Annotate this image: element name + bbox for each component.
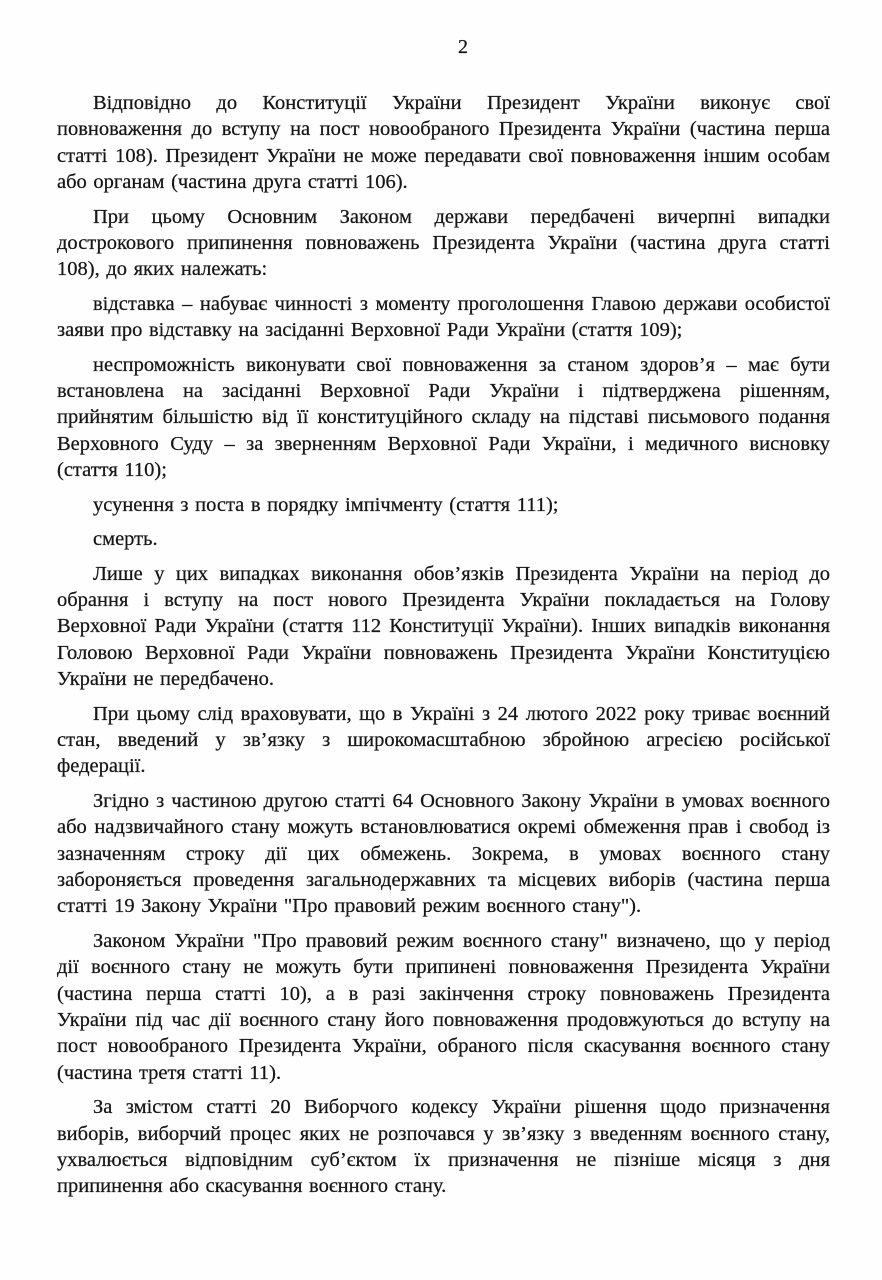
paragraph-martial-law-powers-extension: Законом України "Про правовий режим воєнного стану" визначено, що у період дії воєнного стану не можуть бути припинені повноваження Президента України (частина перша статті 10), а в разі закінчення строку повноважень Президента України під час дії воєнного стану його повноваження продовжуються до вступу на пост новообраного Президента України, обраного після скасування воєнного стану (частина третя статті 11).	[57, 929, 830, 1084]
paragraph-article-64-restrictions: Згідно з частиною другою статті 64 Основного Закону України в умовах воєнного або надзвичайного стану можуть встановлюватися окремі обмеження прав і свобод із зазначенням строку дії цих обмежень. Зокрема, в умовах воєнного стану забороняється проведення загальнодержавних та місцевих виборів (частина перша статті 19 Закону України "Про правовий режим воєнного стану").	[57, 789, 830, 918]
paragraph-electoral-code-article-20: За змістом статті 20 Виборчого кодексу України рішення щодо призначення виборів, виборчий процес яких не розпочався у зв’язку з введенням воєнного стану, ухвалюється відповідним суб’єктом їх призначення не пізніше місяця з дня припинення або скасування воєнного стану.	[57, 1096, 830, 1198]
paragraph-resignation: відставка – набуває чинності з моменту проголошення Главою держави особистої заяви про відставку на засіданні Верховної Ради України (стаття 109);	[57, 292, 830, 342]
paragraph-constitution-powers: Відповідно до Конституції України Президент України виконує свої повноваження до вступу на пост новообраного Президента України (частина перша статті 108). Президент України не може передавати свої повноваження іншим особам або органам (частина друга статті 106).	[57, 92, 830, 194]
document-body	[0, 60, 882, 1200]
paragraph-health-incapacity: неспроможність виконувати свої повноваження за станом здоров’я – має бути встановлена на засіданні Верховної Ради України і підтверджена рішенням, прийнятим більшістю від її конституційного складу на підставі письмового подання Верховного Суду – за зверненням Верховної Ради України, і медичного висновку (стаття 110);	[57, 353, 830, 482]
page-number: 2	[458, 36, 468, 58]
paragraph-impeachment: усунення з поста в порядку імпічменту (стаття 111);	[93, 493, 559, 516]
paragraph-martial-law-context: При цьому слід враховувати, що в Україні з 24 лютого 2022 року триває воєнний стан, введений у зв’язку з широкомасштабною збройною агресією російської федерації.	[57, 702, 830, 778]
paragraph-death: смерть.	[93, 528, 158, 551]
paragraph-speaker-acting-duties: Лише у цих випадках виконання обов’язків Президента України на період до обрання і вступу на пост нового Президента України покладається на Голову Верховної Ради України (стаття 112 Конституції України). Інших випадків виконання Головою Верховної Ради України повноважень Президента України Конституцією України не передбачено.	[57, 562, 830, 691]
paragraph-termination-cases-intro: При цьому Основним Законом держави передбачені вичерпні випадки дострокового припинення повноважень Президента України (частина друга статті 108), до яких належать:	[57, 205, 830, 281]
